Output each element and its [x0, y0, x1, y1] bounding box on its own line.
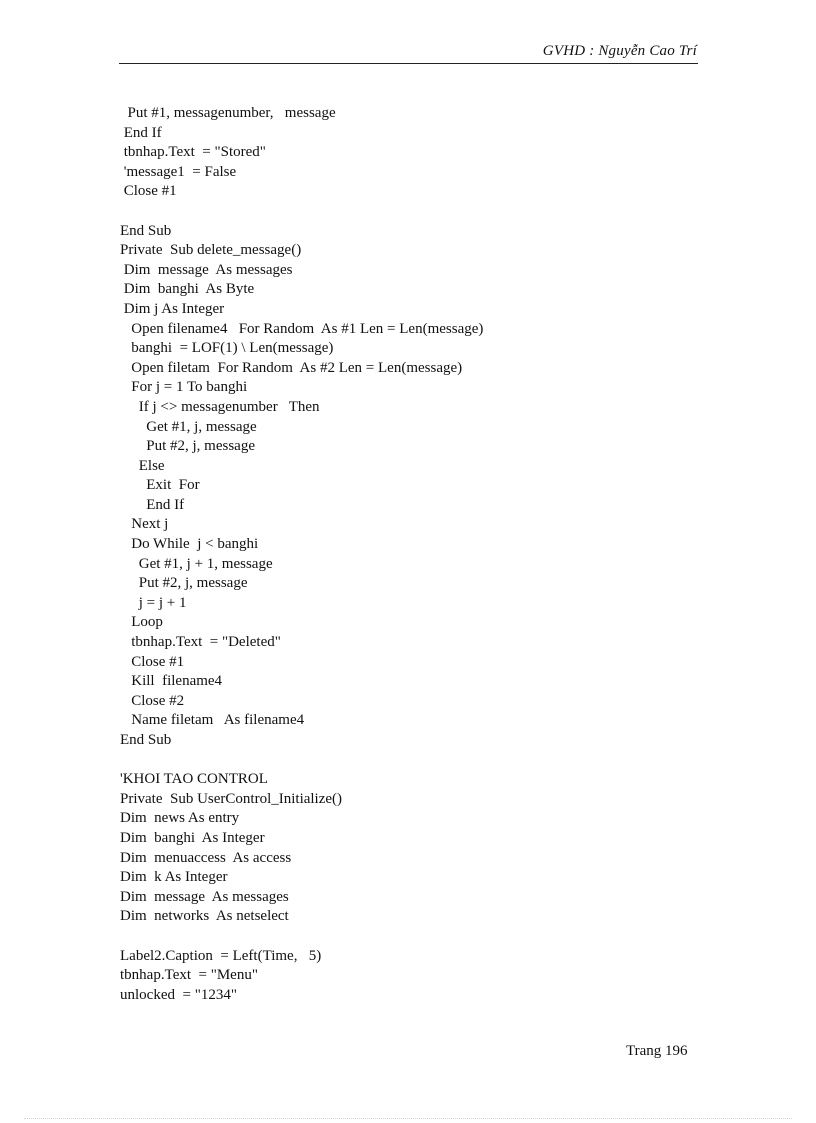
- code-line: Kill filename4: [120, 673, 223, 690]
- code-line: End Sub: [120, 222, 172, 239]
- code-line: Label2.Caption = Left(Time, 5): [120, 947, 322, 964]
- code-line: tbnhap.Text = "Stored": [120, 144, 266, 161]
- code-line: Dim networks As netselect: [120, 908, 289, 925]
- code-line: banghi = LOF(1) \ Len(message): [120, 340, 334, 357]
- code-line: 'KHOI TAO CONTROL: [120, 771, 268, 788]
- code-line: Open filename4 For Random As #1 Len = Len(message): [120, 320, 484, 337]
- code-line: Put #1, messagenumber, message: [120, 105, 336, 121]
- code-line: Close #1: [120, 653, 185, 670]
- code-line: Private Sub delete_message(): [120, 242, 302, 259]
- code-line: tbnhap.Text = "Deleted": [120, 634, 281, 651]
- code-line: End Sub: [120, 732, 172, 748]
- code-line: Close #2: [120, 692, 185, 709]
- page-number: Trang 196: [626, 1043, 688, 1059]
- code-line: Get #1, j, message: [120, 418, 257, 435]
- code-line: 'message1 = False: [120, 163, 237, 180]
- code-line: If j <> messagenumber Then: [120, 398, 320, 415]
- page-header: GVHD : Nguyễn Cao Trí: [542, 43, 697, 59]
- code-line: tbnhap.Text = "Menu": [120, 967, 258, 984]
- code-line: End If: [120, 124, 162, 141]
- code-line: Put #2, j, message: [120, 575, 248, 592]
- code-line: Dim k As Integer: [120, 869, 228, 886]
- code-line: Dim menuaccess As access: [120, 849, 292, 866]
- code-line: Dim banghi As Byte: [120, 281, 255, 298]
- code-line: End If: [120, 496, 185, 513]
- code-line: [120, 751, 483, 771]
- code-line: [120, 202, 483, 222]
- code-line: Exit For: [120, 477, 200, 494]
- code-line: Close #1: [120, 183, 177, 200]
- code-line: Dim news As entry: [120, 810, 240, 827]
- code-line: Put #2, j, message: [120, 438, 255, 455]
- code-line: Else: [120, 457, 165, 474]
- code-line: Dim message As messages: [120, 261, 293, 278]
- header-rule: [119, 63, 698, 64]
- code-line: Dim banghi As Integer: [120, 829, 265, 846]
- code-line: Private Sub UserControl_Initialize(): [120, 790, 343, 807]
- code-line: Dim message As messages: [120, 888, 289, 905]
- code-line: Open filetam For Random As #2 Len = Len(message): [120, 359, 463, 376]
- code-line: Do While j < banghi: [120, 536, 259, 553]
- code-line: For j = 1 To banghi: [120, 379, 248, 396]
- code-line: j = j + 1: [120, 594, 187, 611]
- code-line: Dim j As Integer: [120, 300, 225, 317]
- code-line: Loop: [120, 614, 163, 631]
- code-line: Next j: [120, 516, 169, 533]
- code-line: Get #1, j + 1, message: [120, 555, 273, 572]
- code-line: Name filetam As filename4: [120, 712, 305, 729]
- code-line: unlocked = "1234": [120, 986, 237, 1003]
- page-bottom-border: [24, 1118, 792, 1119]
- code-line: [120, 927, 483, 947]
- code-listing: [120, 104, 483, 1005]
